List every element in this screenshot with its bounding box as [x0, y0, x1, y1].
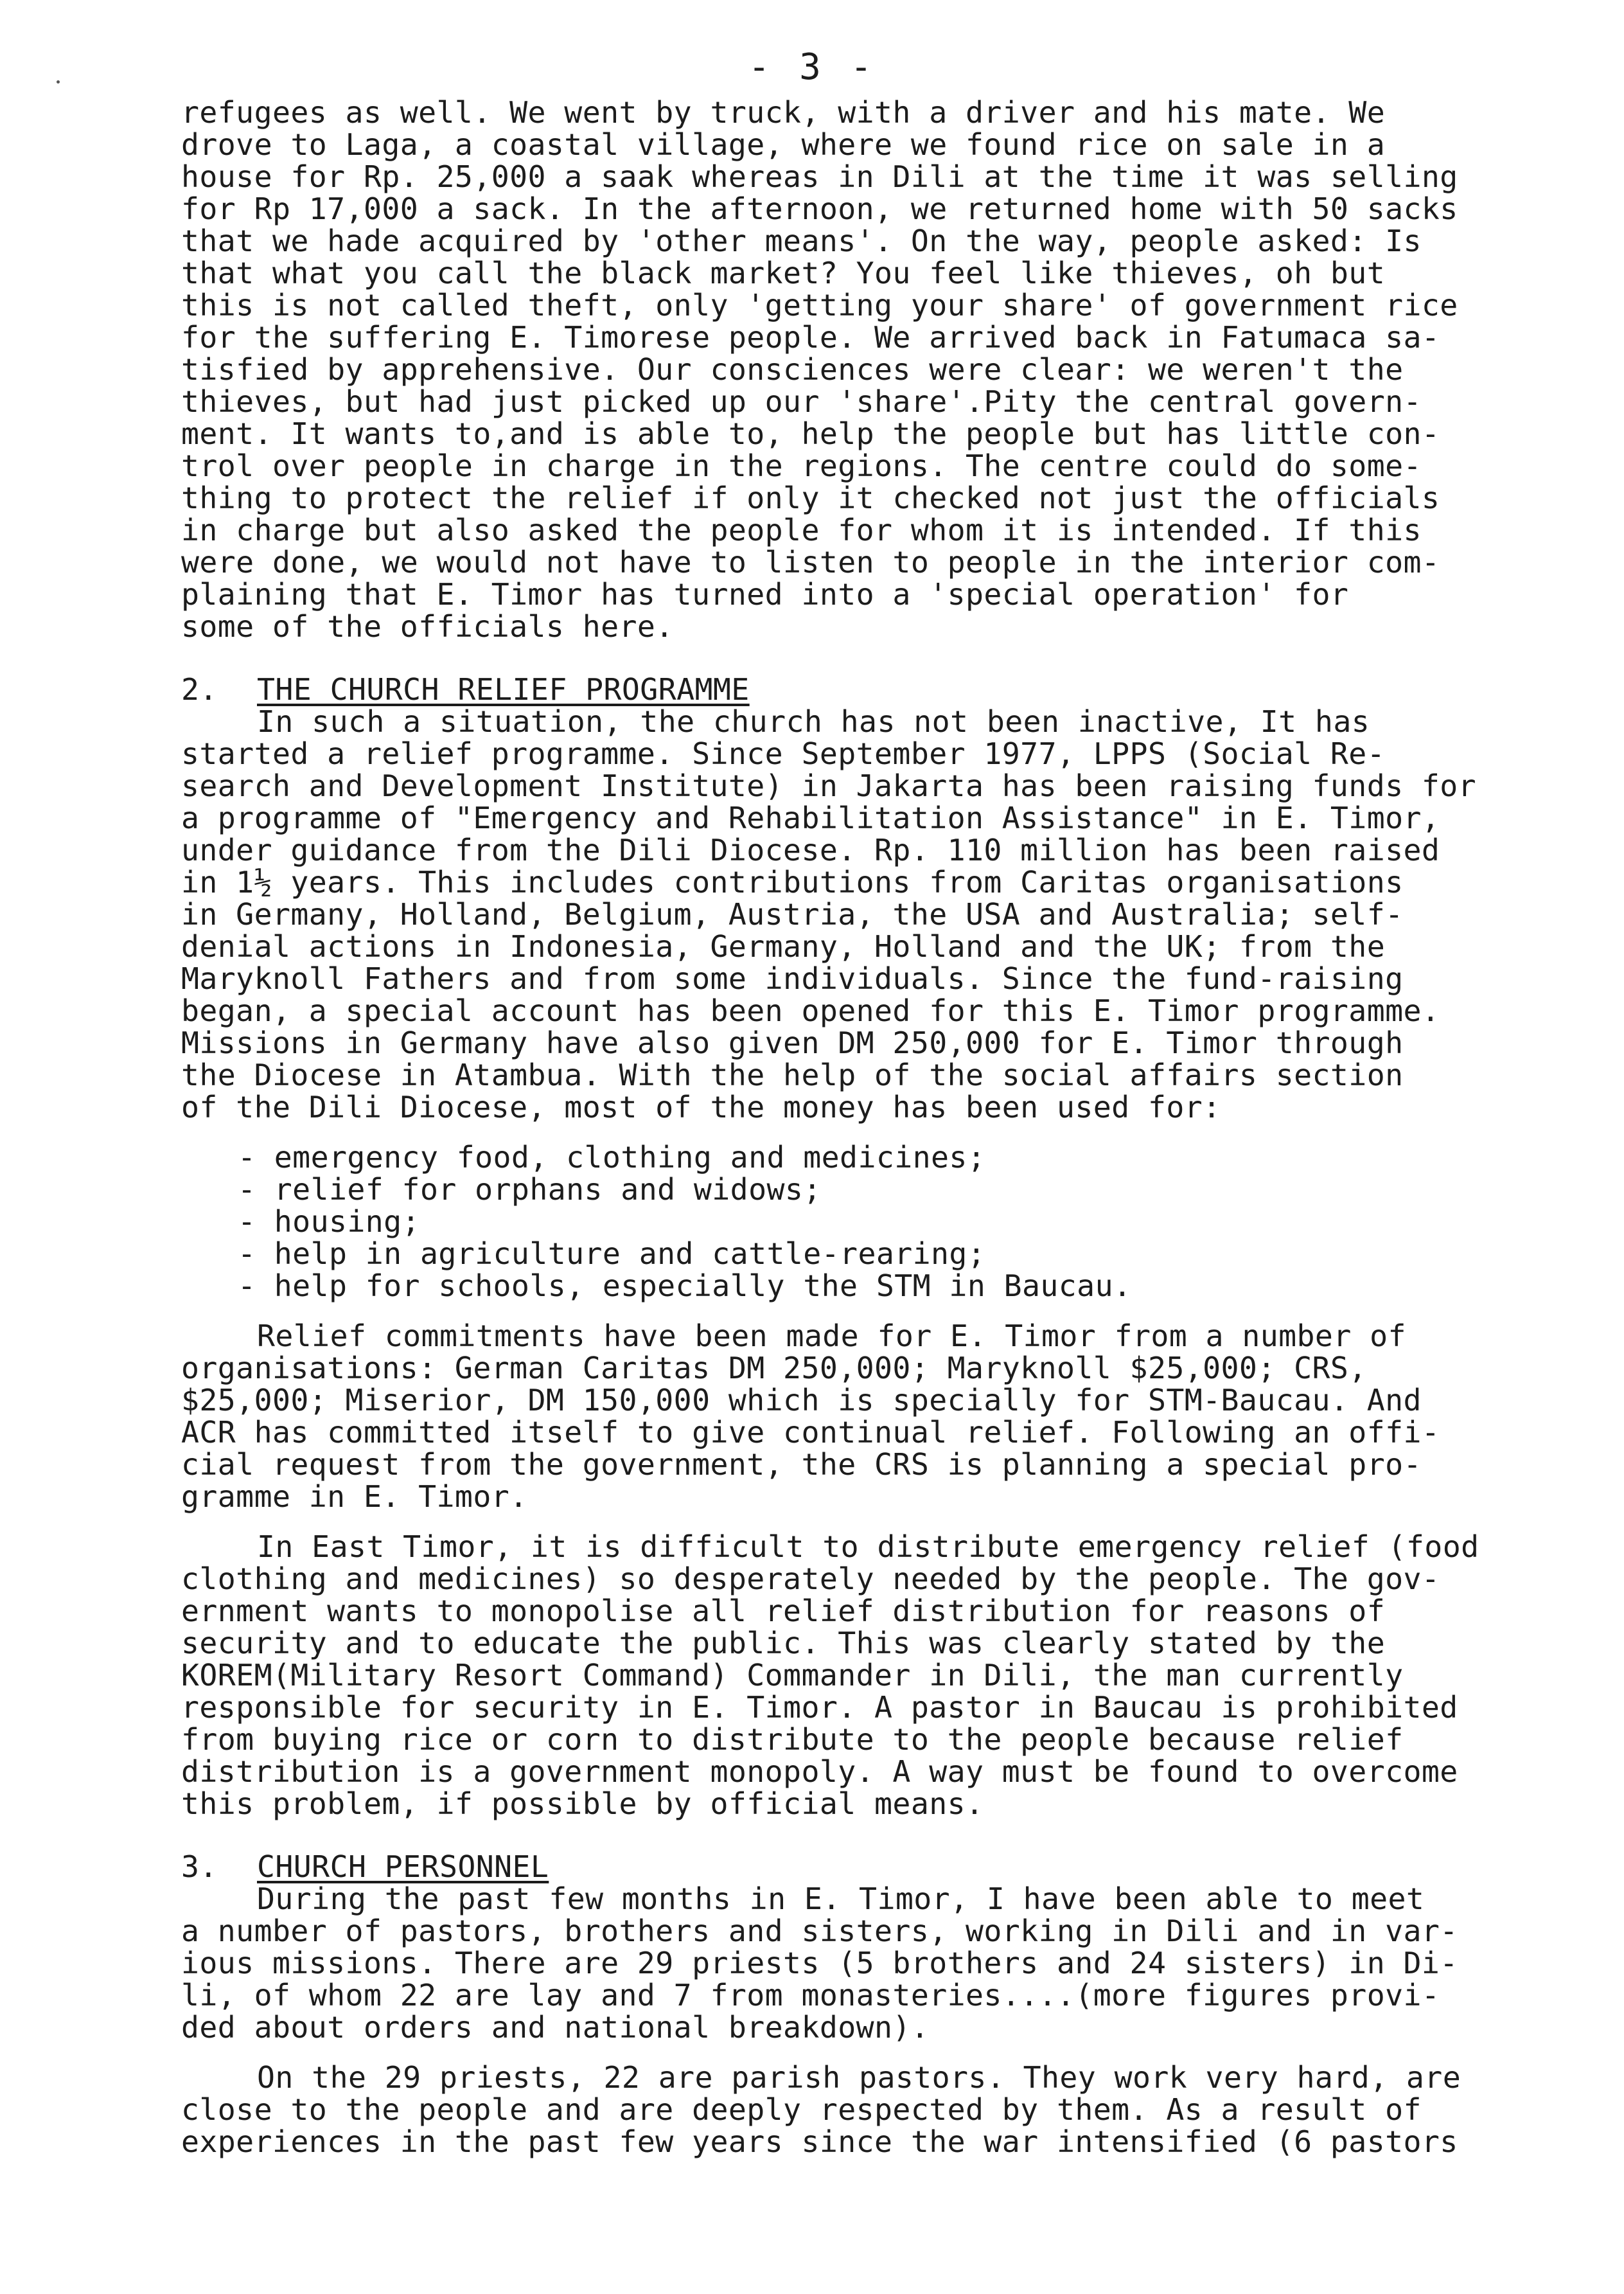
- text-line: clothing and medicines) so desperately needed by the people. The gov-: [181, 1561, 1440, 1596]
- text-line: During the past few months in E. Timor, I have been able to meet: [257, 1881, 1425, 1916]
- text-line: from buying rice or corn to distribute to the people because relief: [181, 1722, 1404, 1757]
- section-heading-relief: [181, 673, 1594, 706]
- paragraph-personnel-1: [181, 1883, 1594, 2043]
- text-line: close to the people and are deeply respected by them. As a result of: [181, 2092, 1422, 2127]
- text-line: experiences in the past few years since the war intensified (6 pastors: [181, 2124, 1458, 2159]
- list-item: - help for schools, especially the STM in Baucau.: [238, 1268, 1132, 1303]
- section-number: 3.: [181, 1849, 218, 1884]
- text-line: ded about orders and national breakdown).: [181, 2010, 930, 2045]
- text-line: ious missions. There are 29 priests (5 brothers and 24 sisters) in Di-: [181, 1946, 1458, 1980]
- section-title: THE CHURCH RELIEF PROGRAMME: [257, 672, 750, 707]
- text-line: under guidance from the Dili Diocese. Rp. 110 million has been raised: [181, 833, 1440, 867]
- text-line: for Rp 17,000 a sack. In the afternoon, we returned home with 50 sacks: [181, 191, 1458, 226]
- text-line: for the suffering E. Timorese people. We arrived back in Fatumaca sa-: [181, 320, 1440, 355]
- text-line: the Diocese in Atambua. With the help of the social affairs section: [181, 1058, 1404, 1092]
- text-line: tisfied by apprehensive. Our consciences were clear: we weren't the: [181, 352, 1404, 387]
- text-line: denial actions in Indonesia, Germany, Holland and the UK; from the: [181, 929, 1386, 964]
- paragraph-relief-1: [181, 706, 1594, 1123]
- text-line: On the 29 priests, 22 are parish pastors. They work very hard, are: [257, 2060, 1461, 2095]
- text-line: drove to Laga, a coastal village, where we found rice on sale in a: [181, 127, 1386, 162]
- text-line: this problem, if possible by official means.: [181, 1786, 984, 1821]
- text-line: that what you call the black market? You feel like thieves, oh but: [181, 256, 1386, 290]
- text-line: in Germany, Holland, Belgium, Austria, the USA and Australia; self-: [181, 897, 1404, 932]
- text-line: were done, we would not have to listen to people in the interior com-: [181, 545, 1440, 580]
- text-line: li, of whom 22 are lay and 7 from monasteries....(more figures provi-: [181, 1978, 1440, 2013]
- text-line: thing to protect the relief if only it checked not just the officials: [181, 481, 1440, 515]
- text-line: started a relief programme. Since September 1977, LPPS (Social Re-: [181, 736, 1386, 771]
- text-line: trol over people in charge in the regions. The centre could do some-: [181, 449, 1422, 483]
- list-item: - emergency food, clothing and medicines;: [238, 1140, 986, 1175]
- text-line: some of the officials here.: [181, 609, 674, 644]
- text-line: gramme in E. Timor.: [181, 1479, 528, 1514]
- section-number: 2.: [181, 672, 218, 707]
- text-line: ernment wants to monopolise all relief distribution for reasons of: [181, 1594, 1386, 1628]
- list-item: - housing;: [238, 1204, 420, 1239]
- section-title: CHURCH PERSONNEL: [257, 1849, 549, 1884]
- text-line: in charge but also asked the people for whom it is intended. If this: [181, 513, 1422, 547]
- text-line: of the Dili Diocese, most of the money has been used for:: [181, 1090, 1221, 1125]
- text-line: began, a special account has been opened for this E. Timor programme.: [181, 993, 1440, 1028]
- body-text: [181, 96, 1594, 2158]
- paragraph-personnel-2: [181, 2061, 1594, 2158]
- text-line: In East Timor, it is difficult to distribute emergency relief (food: [257, 1529, 1479, 1564]
- list-item: - relief for orphans and widows;: [238, 1172, 822, 1207]
- relief-uses-list: [181, 1141, 1594, 1302]
- text-line: thieves, but had just picked up our 'share'.Pity the central govern-: [181, 384, 1422, 419]
- paragraph-relief-3: [181, 1531, 1594, 1820]
- text-line: search and Development Institute) in Jakarta has been raising funds for: [181, 769, 1477, 803]
- text-line: this is not called theft, only 'getting your share' of government rice: [181, 288, 1458, 323]
- text-line: refugees as well. We went by truck, with a driver and his mate. We: [181, 95, 1386, 130]
- text-line: ment. It wants to,and is able to, help the people but has little con-: [181, 416, 1440, 451]
- text-line: cial request from the government, the CRS is planning a special pro-: [181, 1447, 1422, 1482]
- text-line: security and to educate the public. This was clearly stated by the: [181, 1626, 1386, 1660]
- text-line: Relief commitments have been made for E. Timor from a number of: [257, 1319, 1406, 1353]
- section-heading-personnel: [181, 1851, 1594, 1883]
- paragraph-relief-2: [181, 1320, 1594, 1513]
- text-line: house for Rp. 25,000 a saak whereas in Dili at the time it was selling: [181, 159, 1458, 194]
- text-line: a programme of "Emergency and Rehabilitation Assistance" in E. Timor,: [181, 801, 1440, 835]
- text-line: in 1½ years. This includes contributions from Caritas organisations: [181, 865, 1404, 900]
- text-line: a number of pastors, brothers and sisters, working in Dili and in var-: [181, 1914, 1458, 1948]
- paragraph-intro: [181, 96, 1594, 643]
- list-item: - help in agriculture and cattle-rearing;: [238, 1236, 986, 1271]
- text-line: ACR has committed itself to give continual relief. Following an offi-: [181, 1415, 1440, 1450]
- page-number: - 3 -: [748, 46, 876, 88]
- text-line: that we hade acquired by 'other means'. On the way, people asked: Is: [181, 224, 1422, 258]
- text-line: $25,000; Miserior, DM 150,000 which is specially for STM-Baucau. And: [181, 1383, 1422, 1418]
- text-line: In such a situation, the church has not been inactive, It has: [257, 704, 1370, 739]
- text-line: KOREM(Military Resort Command) Commander in Dili, the man currently: [181, 1658, 1404, 1693]
- text-line: Maryknoll Fathers and from some individuals. Since the fund-raising: [181, 961, 1404, 996]
- text-line: organisations: German Caritas DM 250,000; Maryknoll $25,000; CRS,: [181, 1351, 1367, 1385]
- text-line: distribution is a government monopoly. A way must be found to overcome: [181, 1754, 1458, 1789]
- text-line: plaining that E. Timor has turned into a 'special operation' for: [181, 577, 1349, 612]
- text-line: Missions in Germany have also given DM 250,000 for E. Timor through: [181, 1026, 1404, 1060]
- text-line: responsible for security in E. Timor. A pastor in Baucau is prohibited: [181, 1690, 1458, 1725]
